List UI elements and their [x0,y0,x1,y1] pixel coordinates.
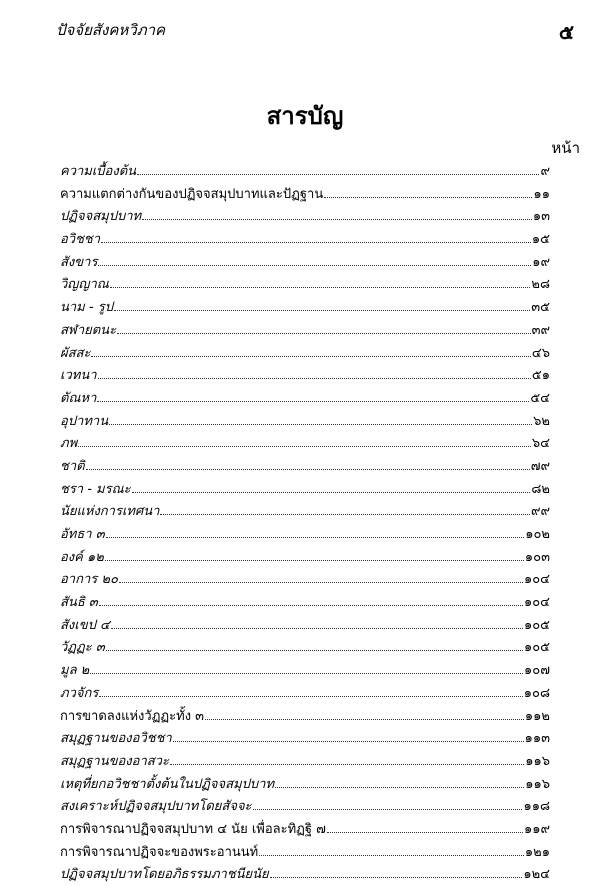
toc-entry-page: ๑๐๕ [523,640,550,656]
toc-entry-title: ตัณหา [60,390,97,406]
dot-leader [132,484,531,492]
toc-entry-title: การพิจารณาปฏิจจสมุปบาท ๔ นัย เพื่อละทิฏฐิ ๗ [60,821,326,837]
toc-entry [60,387,550,410]
dot-leader [119,575,523,583]
dot-leader [105,553,524,561]
toc-entry [60,659,550,682]
toc-entry-title: การพิจารณาปฏิจจะของพระอานนท์ [60,844,259,860]
toc-entry [60,296,550,319]
toc-entry-page: ๑๐๘ [523,685,550,701]
toc-entry [60,342,550,365]
toc-entry [60,546,550,569]
toc-entry-page: ๑๑๖ [525,776,550,792]
dot-leader [275,779,524,787]
toc-entry-page: ๑๒๔ [523,867,550,883]
toc-entry-title: นาม - รูป [60,300,113,316]
toc-entry-page: ๖๒ [533,413,550,429]
toc-entry-page: ๑๐๒ [525,527,550,542]
page-title: สารบัญ [266,102,344,130]
dot-leader [142,212,532,220]
toc-entry [60,614,550,637]
dot-leader [98,258,531,266]
toc-entry-title: ผัสสะ [60,345,91,361]
toc-entry-title: วัฏฏะ ๓ [60,640,105,656]
toc-entry-title: เหตุที่ยกอวิชชาตั้งต้นในปฏิจจสมุปบาท [60,776,275,792]
toc-entry [60,636,550,659]
toc-entry [60,863,550,886]
toc-entry [60,500,550,523]
toc-entry-page: ๘๒ [531,481,550,497]
dot-leader [111,621,523,629]
dot-leader [173,734,524,742]
toc-entry-page: ๕๔ [530,390,550,406]
dot-leader [205,711,524,719]
toc-entry-page: ๑๑๓ [524,731,550,747]
toc-entry [60,591,550,614]
toc-entry-title: องค์ ๑๒ [60,549,104,565]
dot-leader [78,439,531,447]
toc-entry-page: ๔๖ [531,345,550,361]
toc-entry-page: ๑๓ [532,209,550,225]
toc-entry-page: ๓๙ [531,322,550,338]
toc-entry-page: ๑๙ [532,254,550,270]
dot-leader [106,530,525,538]
toc-entry-page: ๑๐๗ [524,663,550,679]
dot-leader [97,394,529,402]
dot-leader [324,190,532,198]
toc-entry [60,228,550,251]
toc-entry [60,183,550,206]
toc-entry-title: ปฏิจจสมุปบาทโดยอภิธรรมภาชนียนัย [60,867,269,883]
toc-entry [60,205,550,228]
toc-entry [60,750,550,773]
table-of-contents [60,160,550,886]
toc-entry-page: ๙ [540,164,550,179]
toc-entry-title: เวทนา [60,368,97,384]
toc-entry [60,818,550,841]
page-number: ๕ [558,20,574,44]
dot-leader [99,598,523,606]
toc-entry-page: ๒๘ [531,277,550,293]
toc-entry-title: ปฏิจจสมุปบาท [60,209,142,225]
toc-entry-page: ๖๔ [531,436,550,452]
toc-entry-page: ๙๙ [530,504,550,520]
toc-entry [60,251,550,274]
toc-entry-page: ๑๑๘ [523,799,550,815]
toc-entry-title: สฬายตนะ [60,322,117,338]
toc-entry-title: สังเขป ๔ [60,617,110,633]
dot-leader [270,870,523,878]
toc-entry-title: อัทธา ๓ [60,527,105,542]
dot-leader [99,689,522,697]
toc-entry-page: ๑๐๓ [524,549,550,565]
dot-leader [170,757,524,765]
toc-entry [60,841,550,864]
toc-entry-page: ๕๑ [531,368,550,384]
toc-entry [60,432,550,455]
toc-entry-title: ชาติ [60,458,85,474]
toc-entry-title: นัยแห่งการเทศนา [60,504,160,520]
dot-leader [114,303,530,311]
toc-entry-title: ความแตกต่างกันของปฏิจจสมุปบาทและปัฏฐาน [60,186,324,202]
toc-entry [60,727,550,750]
toc-entry-title: สมุฏฐานของอาสวะ [60,753,169,769]
dot-leader [101,235,531,243]
toc-entry-title: สงเคราะห์ปฏิจจสมุปบาทโดยสัจจะ [60,799,252,815]
toc-entry-title: ความเบื้องต้น [60,164,137,179]
dot-leader [91,348,530,356]
toc-entry-page: ๑๐๔ [523,595,550,611]
dot-leader [109,416,532,424]
dot-leader [86,462,530,470]
toc-entry [60,682,550,705]
dot-leader [137,167,539,175]
running-header: ปัจจัยสังคหวิภาค [56,21,166,39]
toc-entry-page: ๑๕ [531,232,550,248]
toc-entry-title: สังขาร [60,254,98,270]
toc-entry-title: อาการ ๒๐ [60,572,118,588]
toc-entry-page: ๑๐๕ [523,617,550,633]
toc-entry-title: สมุฏฐานของอวิชชา [60,731,172,747]
toc-entry-page: ๓๕ [531,300,550,316]
toc-entry [60,319,550,342]
dot-leader [327,825,523,833]
dot-leader [110,280,531,288]
toc-entry [60,773,550,796]
toc-entry-page: ๑๐๔ [523,572,550,588]
toc-entry [60,273,550,296]
toc-entry-page: ๑๑๖ [525,753,550,769]
toc-entry-page: ๑๑๙ [523,821,550,837]
dot-leader [259,847,524,855]
toc-entry [60,455,550,478]
toc-entry [60,795,550,818]
toc-entry-title: ชรา - มรณะ [60,481,131,497]
toc-entry [60,410,550,433]
toc-entry-page: ๗๙ [530,458,550,474]
toc-entry-title: ภวจักร [60,685,99,701]
dot-leader [90,666,523,674]
toc-entry-title: อวิชชา [60,232,101,248]
toc-entry-page: ๑๑ [533,186,550,202]
toc-entry [60,364,550,387]
toc-entry-title: ภพ [60,436,78,452]
toc-entry [60,478,550,501]
dot-leader [98,371,531,379]
toc-entry [60,523,550,546]
toc-entry [60,705,550,728]
toc-entry-page: ๑๒๑ [524,844,550,860]
dot-leader [117,326,531,334]
toc-entry-title: มูล ๒ [60,663,90,679]
page-column-heading: หน้า [551,139,580,157]
toc-entry-title: การขาดลงแห่งวัฏฏะทั้ง ๓ [60,708,205,724]
toc-entry-page: ๑๑๒ [524,708,550,724]
toc-entry [60,568,550,591]
dot-leader [160,507,530,515]
toc-entry-title: สันธิ ๓ [60,595,98,611]
toc-entry-title: วิญญาณ [60,277,109,293]
dot-leader [253,802,523,810]
toc-entry [60,160,550,183]
toc-entry-title: อุปาทาน [60,413,109,429]
dot-leader [106,643,523,651]
